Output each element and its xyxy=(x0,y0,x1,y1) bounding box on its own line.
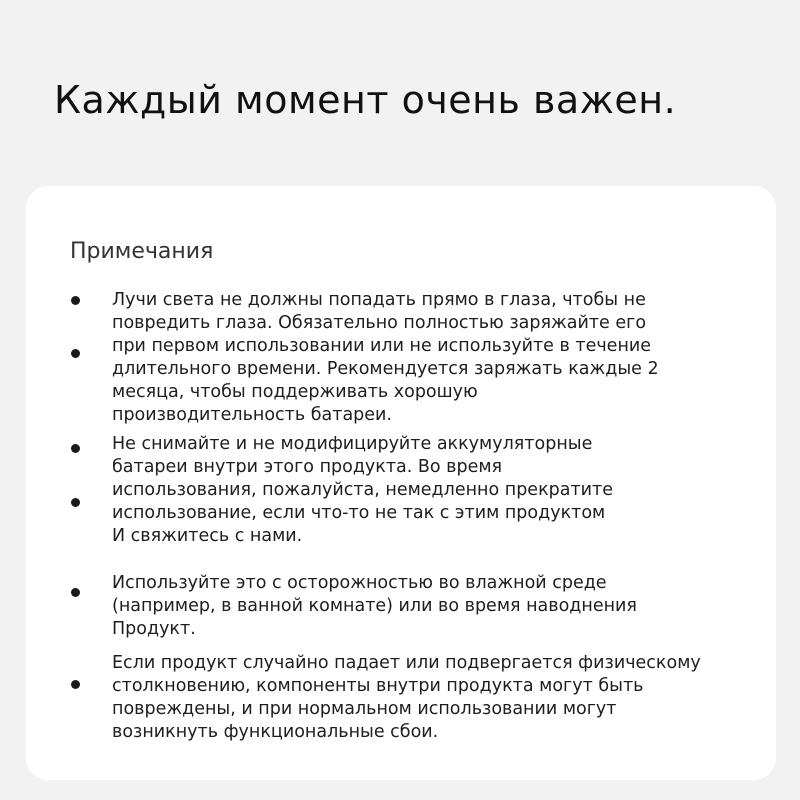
notes-card xyxy=(26,186,776,780)
note-line: повредить глаза. Обязательно полностью заряжайте его xyxy=(112,313,647,333)
note-line: Продукт. xyxy=(112,619,196,639)
note-line: возникнуть функциональные сбои. xyxy=(112,722,439,742)
bullet-icon xyxy=(71,349,80,358)
bullet-icon xyxy=(71,444,80,453)
note-line: Лучи света не должны попадать прямо в глаза, чтобы не xyxy=(112,290,646,310)
notes-title: Примечания xyxy=(70,239,214,264)
note-item xyxy=(112,652,732,744)
note-line: столкновению, компоненты внутри продукта могут быть xyxy=(112,676,644,696)
note-line: Если продукт случайно падает или подвергается физическому xyxy=(112,653,701,673)
bullet-icon xyxy=(71,498,80,507)
note-line: использования, пожалуйста, немедленно прекратите xyxy=(112,480,614,500)
note-line: при первом использовании или не используйте в течение xyxy=(112,336,652,356)
page-heading: Каждый момент очень важен. xyxy=(54,78,677,122)
note-line: (например, в ванной комнате) или во время наводнения xyxy=(112,596,637,616)
note-item xyxy=(112,289,732,427)
note-line: использование, если что-то не так с этим продуктом xyxy=(112,503,606,523)
note-line: повреждены, и при нормальном использовании могут xyxy=(112,699,617,719)
bullet-icon xyxy=(71,680,80,689)
note-line: месяца, чтобы поддерживать хорошую xyxy=(112,382,478,402)
note-line: длительного времени. Рекомендуется заряжать каждые 2 xyxy=(112,359,659,379)
note-item xyxy=(112,572,732,641)
bullet-icon xyxy=(71,588,80,597)
note-line: батареи внутри этого продукта. Во время xyxy=(112,457,503,477)
bullet-icon xyxy=(71,296,80,305)
note-item xyxy=(112,433,732,548)
note-line: производительность батареи. xyxy=(112,405,392,425)
note-line: Не снимайте и не модифицируйте аккумуляторные xyxy=(112,434,593,454)
note-line: Используйте это с осторожностью во влажной среде xyxy=(112,573,607,593)
note-line: И свяжитесь с нами. xyxy=(112,526,303,546)
